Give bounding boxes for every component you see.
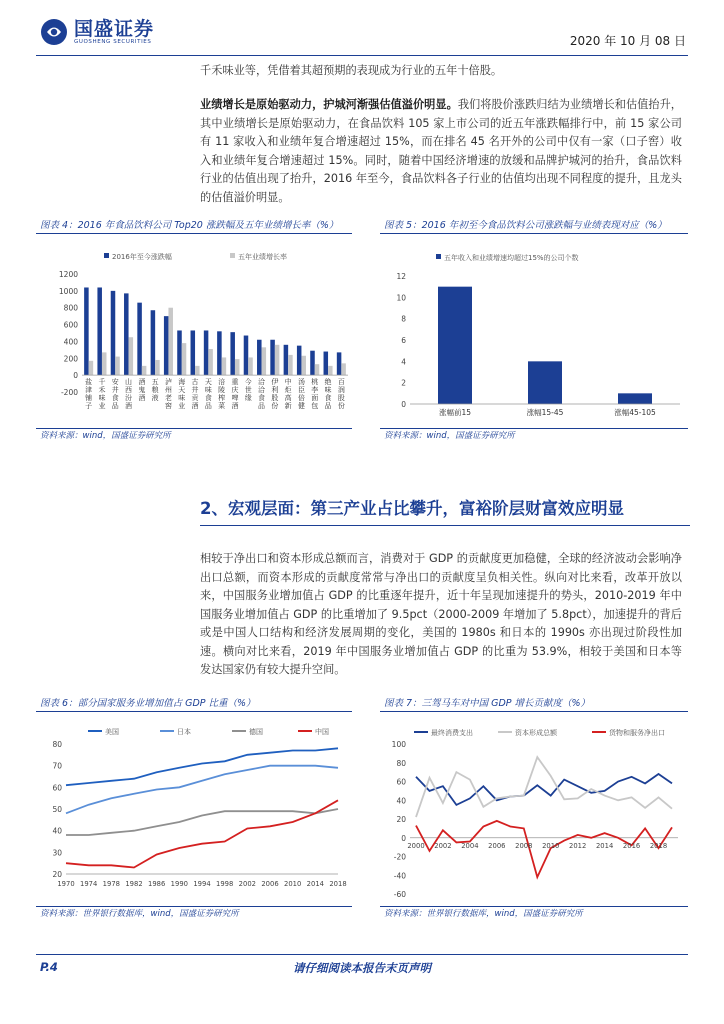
guosheng-logo-icon — [40, 18, 68, 46]
fig6-ytick: 20 — [52, 870, 62, 879]
fig5-xtick: 涨幅15-45 — [526, 408, 564, 417]
figure-5-svg — [380, 240, 688, 420]
fig4-ytick: 200 — [63, 354, 78, 364]
fig4-xtick: 中 — [284, 378, 292, 387]
fig4-ytick: 400 — [63, 337, 78, 347]
fig4-bar-earnings — [102, 352, 107, 375]
fig4-bar-growth — [191, 330, 196, 375]
fig4-bar-growth — [137, 303, 142, 375]
fig4-xtick: 今 — [244, 378, 252, 387]
fig6-series-line — [66, 809, 338, 835]
fig4-xtick: 庆 — [231, 386, 239, 395]
fig6-ytick: 60 — [52, 783, 62, 793]
fig4-xtick: 味 — [98, 394, 106, 403]
fig4-xtick: 份 — [271, 402, 279, 411]
fig4-xtick: 世 — [244, 386, 252, 395]
fig4-bar-growth — [164, 316, 169, 375]
fig4-xtick: 份 — [337, 402, 345, 411]
figure-6-svg — [36, 718, 352, 898]
fig5-xtick: 涨幅45-105 — [614, 408, 656, 417]
fig4-bar-growth — [97, 287, 102, 375]
fig4-bar-earnings — [248, 357, 253, 375]
fig4-bar-earnings — [155, 360, 160, 375]
fig4-xtick: 绝 — [324, 378, 332, 387]
fig5-ytick: 12 — [396, 272, 406, 281]
figure-7-svg — [380, 718, 688, 898]
fig6-legend-label: 中国 — [315, 728, 329, 736]
fig7-ytick: 40 — [396, 796, 406, 806]
fig6-series-line — [66, 748, 338, 785]
fig4-bar-growth — [217, 331, 222, 375]
fig4-xtick: 食 — [111, 394, 119, 403]
fig4-legend-label: 五年业绩增长率 — [238, 253, 287, 261]
fig4-bar-earnings — [182, 343, 187, 375]
fig4-xtick: 子 — [85, 402, 93, 411]
report-date: 2020 年 10 月 08 日 — [569, 34, 686, 48]
fig6-ytick: 40 — [52, 826, 62, 836]
fig4-bar-earnings — [89, 361, 94, 375]
fig4-bar-growth — [324, 352, 329, 376]
fig4-ytick: 1000 — [58, 286, 78, 296]
company-name-en: GUOSHENG SECURITIES — [74, 39, 152, 45]
fig4-ytick: 800 — [63, 303, 78, 313]
fig4-xtick: 天 — [178, 386, 186, 395]
fig4-xtick: 窖 — [164, 402, 172, 411]
fig4-xtick: 海 — [178, 378, 186, 387]
fig6-ytick: 80 — [52, 740, 62, 749]
fig4-xtick: 业 — [178, 402, 186, 411]
fig4-xtick: 汤 — [297, 378, 305, 387]
fig5-legend-label: 五年收入和业绩增速均超过15%的公司个数 — [444, 254, 579, 262]
fig4-xtick: 利 — [271, 386, 279, 395]
fig6-xtick: 2014 — [306, 880, 324, 888]
figure-5-source: 资料来源：wind，国盛证券研究所 — [380, 428, 688, 443]
figure-6-source: 资料来源：世界银行数据库，wind，国盛证券研究所 — [36, 906, 352, 921]
figure-4-source: 资料来源：wind，国盛证券研究所 — [36, 428, 352, 443]
paragraph-2-body: 我们将股价涨跌归结为业绩增长和估值抬升，其中业绩增长是原始驱动力，在食品饮料 105 家上市公司的近五年涨跌幅排行中，前 15 家公司有 11 家收入和业绩年复合增速超过 15%，而在排名 45 名开外的公司中仅有一家（口子窖）收入和业绩年复合增速超过 15%。同时，随着中国经济增速的放缓和品牌护城河的抬升，食品饮料行业的估值出现了抬升，2016 年至今，食品饮料各子行业的估值均出现不同程度的提升，且龙头的估值溢价明显。 — [200, 98, 682, 204]
fig4-xtick: 炬 — [284, 386, 292, 395]
fig4-xtick: 天 — [204, 378, 212, 387]
fig5-bar — [618, 393, 652, 404]
fig4-xtick: 倍 — [297, 394, 305, 403]
fig4-bar-growth — [151, 310, 156, 375]
fig4-xtick: 酒 — [138, 378, 146, 387]
fig4-xtick: 山 — [125, 378, 133, 387]
fig6-xtick: 2010 — [284, 880, 302, 888]
fig4-xtick: 健 — [297, 402, 305, 411]
fig4-xtick: 股 — [337, 394, 345, 403]
fig5-ytick: 6 — [401, 336, 406, 345]
page-footer — [36, 954, 688, 980]
fig4-xtick: 伊 — [271, 378, 279, 387]
fig4-xtick: 酒 — [191, 402, 199, 411]
fig4-legend-label: 2016年至今涨跌幅 — [112, 253, 172, 261]
fig4-bar-growth — [297, 346, 302, 376]
figure-4-chart — [36, 240, 352, 420]
fig4-bar-growth — [124, 293, 129, 375]
fig4-bar-earnings — [129, 337, 134, 375]
fig4-xtick: 食 — [324, 394, 332, 403]
fig7-ytick: -60 — [393, 890, 406, 898]
fig4-xtick: 面 — [311, 394, 319, 403]
fig4-bar-growth — [244, 336, 249, 376]
fig4-bar-growth — [284, 345, 289, 375]
fig4-xtick: 食 — [204, 394, 212, 403]
company-logo — [40, 18, 154, 46]
fig4-xtick: 食 — [258, 394, 266, 403]
fig7-legend-label: 货物和服务净出口 — [609, 729, 665, 737]
fig6-xtick: 1970 — [57, 880, 75, 888]
fig4-bar-earnings — [195, 366, 200, 375]
fig4-bar-earnings — [341, 363, 346, 375]
fig4-xtick: 高 — [284, 394, 292, 403]
paragraph-3: 相较于净出口和资本形成总额而言，消费对于 GDP 的贡献度更加稳健，全球的经济波动会影响净出口总额，而资本形成的贡献度常常与净出口的贡献度呈负相关性。纵向对比来看，改革开放以来，中国服务业增加值占 GDP 的比重逐年提升，近十年呈现加速提升的势头，2010-2019 年中国服务业增加值占 GDP 的比重增加了 9.5pct（2000-2009 年增加了 5.8pct），加速提升的背后或是中国人口结构和经济发展周期的变化，美国的 1980s 和日本的 1990s 亦出现过阶段性加速。横向对比来看，2019 年中国服务业增加值占 GDP 的比重为 53.9%，相较于美国和日本等发达国家仍有较大提升空间。 — [200, 552, 682, 676]
fig4-xtick: 井 — [111, 386, 119, 395]
fig4-xtick: 鬼 — [138, 386, 146, 395]
fig6-xtick: 2002 — [238, 880, 256, 888]
fig6-xtick: 1990 — [170, 880, 188, 888]
fig4-xtick: 臣 — [297, 386, 305, 395]
fig6-xtick: 2018 — [329, 880, 347, 888]
fig7-xtick: 2002 — [434, 841, 452, 850]
figure-6-chart — [36, 718, 352, 898]
fig7-ytick: 20 — [396, 815, 406, 824]
page-header — [36, 14, 688, 56]
fig4-bar-earnings — [275, 345, 280, 375]
fig6-ytick: 50 — [52, 805, 62, 814]
figure-4-title: 图表 4：2016 年食品饮料公司 Top20 涨跌幅及五年业绩增长率（%） — [36, 218, 352, 234]
fig4-bar-earnings — [262, 347, 267, 375]
fig4-xtick: 味 — [204, 386, 212, 395]
fig4-xtick: 品 — [258, 402, 266, 411]
fig4-xtick: 新 — [284, 402, 292, 411]
fig4-xtick: 菜 — [218, 402, 226, 411]
fig5-ytick: 8 — [401, 314, 406, 324]
fig4-xtick: 缘 — [244, 394, 252, 403]
fig4-bar-earnings — [222, 357, 227, 375]
fig7-ytick: 60 — [396, 777, 406, 787]
fig4-bar-earnings — [208, 349, 213, 375]
fig4-legend-swatch — [230, 253, 235, 258]
fig7-ytick: 80 — [396, 758, 406, 768]
fig4-bar-growth — [310, 351, 315, 375]
fig7-legend-label: 最终消费支出 — [431, 729, 473, 737]
fig4-bar-growth — [230, 332, 235, 375]
fig4-xtick: 老 — [164, 394, 172, 403]
fig4-xtick: 液 — [151, 394, 159, 403]
fig4-ytick: -200 — [60, 388, 78, 397]
fig4-xtick: 州 — [164, 386, 172, 395]
figure-5-title: 图表 5：2016 年初至今食品饮料公司涨跌幅与业绩表现对应（%） — [380, 218, 688, 234]
fig7-xtick: 2004 — [461, 841, 479, 850]
fig5-ytick: 10 — [396, 293, 406, 303]
fig7-ytick: -20 — [393, 852, 406, 862]
fig4-xtick: 五 — [151, 378, 159, 387]
fig4-xtick: 品 — [204, 402, 212, 411]
figure-5-chart — [380, 240, 688, 420]
fig4-xtick: 味 — [178, 394, 186, 403]
fig4-bar-earnings — [315, 364, 320, 375]
fig7-ytick: 0 — [401, 833, 406, 843]
fig4-bar-earnings — [115, 357, 120, 376]
page-number: P.4 — [40, 960, 58, 974]
fig7-xtick: 2014 — [595, 841, 614, 850]
fig4-bar-growth — [111, 291, 116, 375]
fig4-xtick: 酒 — [125, 402, 133, 411]
fig4-xtick: 禾 — [98, 386, 106, 395]
fig6-xtick: 1986 — [148, 880, 166, 888]
fig5-ytick: 4 — [401, 357, 406, 367]
fig4-xtick: 汾 — [125, 394, 133, 403]
fig4-bar-earnings — [328, 366, 333, 375]
fig5-bar — [438, 287, 472, 404]
paragraph-1: 千禾味业等，凭借着其超预期的表现成为行业的五年十倍股。 — [200, 64, 503, 77]
fig4-xtick: 啤 — [231, 394, 239, 403]
fig6-xtick: 2006 — [261, 880, 279, 888]
figure-6-title: 图表 6：部分国家服务业增加值占 GDP 比重（%） — [36, 696, 352, 712]
fig4-legend-swatch — [104, 253, 109, 258]
fig4-xtick: 井 — [191, 386, 199, 395]
fig4-xtick: 安 — [111, 378, 119, 387]
fig7-xtick: 2008 — [515, 841, 533, 850]
fig4-xtick: 业 — [98, 402, 106, 411]
fig4-bar-earnings — [288, 355, 293, 375]
fig6-legend-label: 德国 — [249, 728, 263, 736]
fig4-bar-growth — [84, 287, 89, 375]
fig5-legend-swatch — [436, 254, 441, 259]
paragraph-2 — [200, 96, 682, 207]
fig7-xtick: 2016 — [622, 841, 641, 850]
fig6-legend-label: 日本 — [177, 728, 191, 736]
fig4-xtick: 桃 — [311, 378, 319, 387]
fig4-xtick: 包 — [311, 402, 319, 411]
figure-7-source: 资料来源：世界银行数据库，wind，国盛证券研究所 — [380, 906, 688, 921]
fig4-bar-growth — [337, 352, 342, 375]
fig6-legend-label: 美国 — [105, 728, 119, 736]
fig4-xtick: 百 — [337, 378, 345, 387]
fig4-xtick: 千 — [98, 378, 106, 387]
fig4-xtick: 品 — [324, 402, 332, 411]
fig5-xtick: 涨幅前15 — [438, 408, 472, 417]
fig4-bar-growth — [204, 330, 209, 375]
fig4-xtick: 洽 — [258, 378, 266, 387]
fig4-xtick: 西 — [125, 386, 133, 395]
fig6-series-line — [66, 766, 338, 814]
fig7-xtick: 2018 — [649, 841, 668, 850]
fig7-legend-label: 资本形成总额 — [515, 729, 557, 737]
fig6-xtick: 1998 — [216, 880, 234, 888]
fig7-xtick: 2000 — [407, 841, 425, 850]
fig4-xtick: 贡 — [191, 394, 199, 403]
fig4-bar-growth — [270, 340, 275, 375]
fig4-bar-growth — [177, 330, 182, 375]
fig7-xtick: 2012 — [569, 841, 587, 850]
fig6-xtick: 1994 — [193, 880, 211, 888]
fig4-xtick: 品 — [111, 402, 119, 411]
fig7-xtick: 2010 — [542, 841, 560, 850]
fig4-ytick: 600 — [63, 320, 78, 330]
fig6-ytick: 70 — [52, 761, 62, 771]
fig4-xtick: 股 — [271, 394, 279, 403]
fig4-xtick: 津 — [85, 386, 93, 395]
fig4-xtick: 酒 — [231, 402, 239, 411]
fig4-xtick: 涪 — [218, 378, 226, 387]
fig4-ytick: 0 — [73, 371, 78, 381]
figure-4-svg — [36, 240, 352, 420]
fig6-xtick: 1974 — [80, 880, 98, 888]
fig4-xtick: 粮 — [151, 386, 159, 395]
company-name-cn: 国盛证券 — [74, 18, 155, 40]
fig4-bar-earnings — [235, 359, 240, 375]
fig6-xtick: 1982 — [125, 880, 143, 888]
fig4-bar-earnings — [142, 366, 147, 375]
fig5-ytick: 2 — [401, 378, 406, 388]
fig4-bar-earnings — [168, 308, 173, 375]
fig7-ytick: 100 — [391, 740, 406, 749]
fig4-ytick: 1200 — [58, 270, 78, 279]
fig7-xtick: 2006 — [488, 841, 506, 850]
fig7-ytick: -40 — [393, 871, 406, 881]
paragraph-2-lead: 业绩增长是原始驱动力，护城河渐强估值溢价明显。 — [200, 98, 458, 111]
footer-disclaimer: 请仔细阅读本报告末页声明 — [293, 961, 431, 975]
figure-7-title: 图表 7：三驾马车对中国 GDP 增长贡献度（%） — [380, 696, 688, 712]
fig4-xtick: 盐 — [85, 378, 93, 387]
fig4-xtick: 泸 — [164, 378, 172, 387]
fig4-xtick: 铺 — [85, 394, 93, 403]
fig4-xtick: 陵 — [218, 386, 226, 395]
fig4-xtick: 洽 — [258, 386, 266, 395]
fig6-xtick: 1978 — [102, 880, 120, 888]
fig7-series-line — [416, 757, 672, 817]
fig4-xtick: 李 — [311, 386, 319, 395]
fig4-xtick: 酒 — [138, 394, 146, 403]
fig4-xtick: 重 — [231, 378, 239, 387]
figure-7-chart — [380, 718, 688, 898]
fig5-bar — [528, 361, 562, 404]
fig4-xtick: 润 — [337, 386, 345, 395]
section-title: 2、宏观层面：第三产业占比攀升，富裕阶层财富效应明显 — [200, 496, 690, 526]
fig5-ytick: 0 — [401, 400, 406, 409]
fig4-xtick: 榨 — [218, 394, 226, 403]
fig6-ytick: 30 — [52, 848, 62, 858]
fig4-bar-earnings — [301, 356, 306, 375]
fig4-bar-growth — [257, 340, 262, 375]
fig4-xtick: 味 — [324, 386, 332, 395]
fig4-xtick: 古 — [191, 378, 199, 387]
